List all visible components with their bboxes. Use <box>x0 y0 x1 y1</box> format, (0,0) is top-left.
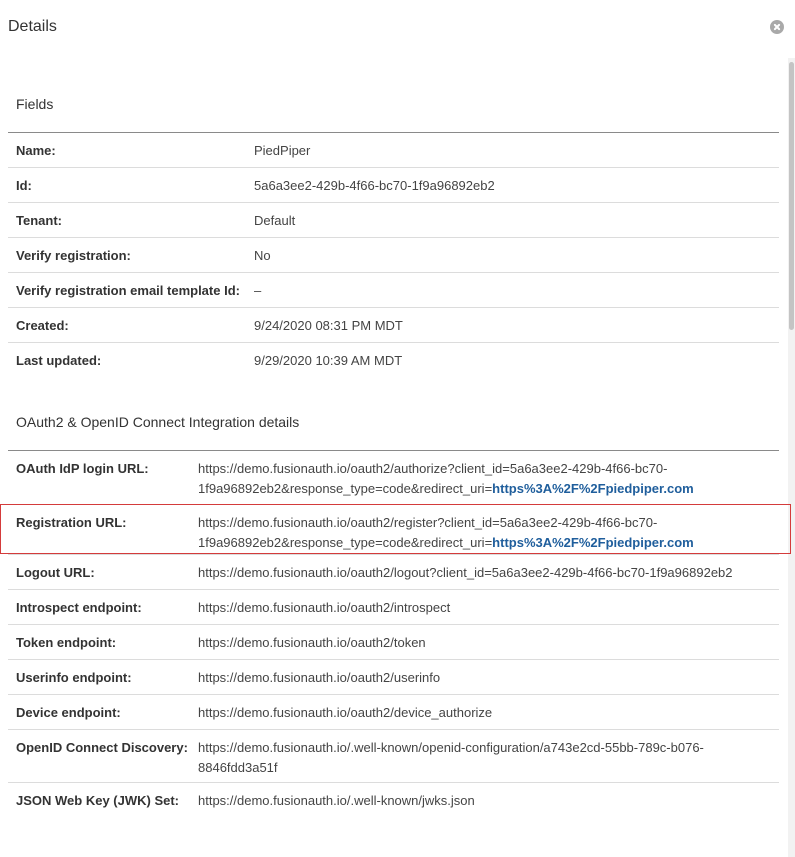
field-row-last-updated <box>8 343 779 378</box>
oauth-row-jwks <box>8 783 779 818</box>
field-value: 9/24/2020 08:31 PM MDT <box>254 318 403 333</box>
redirect-uri-link[interactable]: https%3A%2F%2Fpiedpiper.com <box>492 481 694 496</box>
field-label: Last updated: <box>16 353 102 368</box>
fields-heading: Fields <box>16 96 54 112</box>
oauth-row-discovery <box>8 730 779 783</box>
field-row-tenant <box>8 203 779 238</box>
field-value: PiedPiper <box>254 143 311 158</box>
url-text: 1f9a96892eb2&response_type=code&redirect_uri= <box>198 481 493 496</box>
oauth-value: https://demo.fusionauth.io/oauth2/token <box>198 635 426 650</box>
oauth-label: JSON Web Key (JWK) Set: <box>16 793 180 808</box>
oauth-label: Logout URL: <box>16 565 95 580</box>
oauth-label: Userinfo endpoint: <box>16 670 132 685</box>
oauth-label: Token endpoint: <box>16 635 117 650</box>
dialog-header <box>0 0 795 56</box>
dialog-title: Details <box>8 18 57 35</box>
oauth-row-logout-url <box>8 555 779 590</box>
field-label: Verify registration: <box>16 248 131 263</box>
field-label: Tenant: <box>16 213 62 228</box>
field-value: 9/29/2020 10:39 AM MDT <box>254 353 403 368</box>
oauth-value: https://demo.fusionauth.io/.well-known/jwks.json <box>198 793 475 808</box>
url-text: 8846fdd3a51f <box>198 760 278 775</box>
oauth-value: https://demo.fusionauth.io/oauth2/userinfo <box>198 670 441 685</box>
field-label: Id: <box>16 178 32 193</box>
redirect-uri-link[interactable]: https%3A%2F%2Fpiedpiper.com <box>492 535 694 550</box>
close-icon[interactable] <box>770 20 784 34</box>
oauth-row-login-url <box>8 451 779 505</box>
oauth-heading: OAuth2 & OpenID Connect Integration details <box>16 414 300 430</box>
fields-table <box>8 132 779 378</box>
oauth-label: OpenID Connect Discovery: <box>16 740 188 755</box>
oauth-label: Registration URL: <box>16 515 127 530</box>
oauth-row-token <box>8 625 779 660</box>
oauth-label: Introspect endpoint: <box>16 600 142 615</box>
field-row-id <box>8 168 779 203</box>
field-value: – <box>254 283 262 298</box>
oauth-value <box>198 459 775 499</box>
oauth-value: https://demo.fusionauth.io/oauth2/logout?client_id=5a6a3ee2-429b-4f66-bc70-1f9a96892eb2 <box>198 565 733 580</box>
field-row-created <box>8 308 779 343</box>
field-value: No <box>254 248 271 263</box>
url-text: https://demo.fusionauth.io/.well-known/openid-configuration/a743e2cd-55bb-789c-b076- <box>198 740 704 755</box>
oauth-label: OAuth IdP login URL: <box>16 461 149 476</box>
field-row-verify-template <box>8 273 779 308</box>
url-text: https://demo.fusionauth.io/oauth2/authorize?client_id=5a6a3ee2-429b-4f66-bc70- <box>198 461 668 476</box>
field-label: Created: <box>16 318 69 333</box>
oauth-value <box>198 738 775 778</box>
oauth-row-device <box>8 695 779 730</box>
field-value: 5a6a3ee2-429b-4f66-bc70-1f9a96892eb2 <box>254 178 495 193</box>
field-label: Verify registration email template Id: <box>16 283 240 298</box>
oauth-value: https://demo.fusionauth.io/oauth2/introspect <box>198 600 451 615</box>
oauth-value: https://demo.fusionauth.io/oauth2/device_authorize <box>198 705 493 720</box>
field-row-name <box>8 133 779 168</box>
url-text: https://demo.fusionauth.io/oauth2/register?client_id=5a6a3ee2-429b-4f66-bc70- <box>198 515 658 530</box>
field-value: Default <box>254 213 296 228</box>
field-row-verify-registration <box>8 238 779 273</box>
oauth-label: Device endpoint: <box>16 705 121 720</box>
registration-url-highlight <box>0 504 791 554</box>
oauth-row-userinfo <box>8 660 779 695</box>
scrollbar-thumb[interactable] <box>789 62 794 330</box>
url-text: 1f9a96892eb2&response_type=code&redirect_uri= <box>198 535 493 550</box>
scrollbar[interactable] <box>788 58 795 857</box>
field-label: Name: <box>16 143 56 158</box>
oauth-row-introspect <box>8 590 779 625</box>
